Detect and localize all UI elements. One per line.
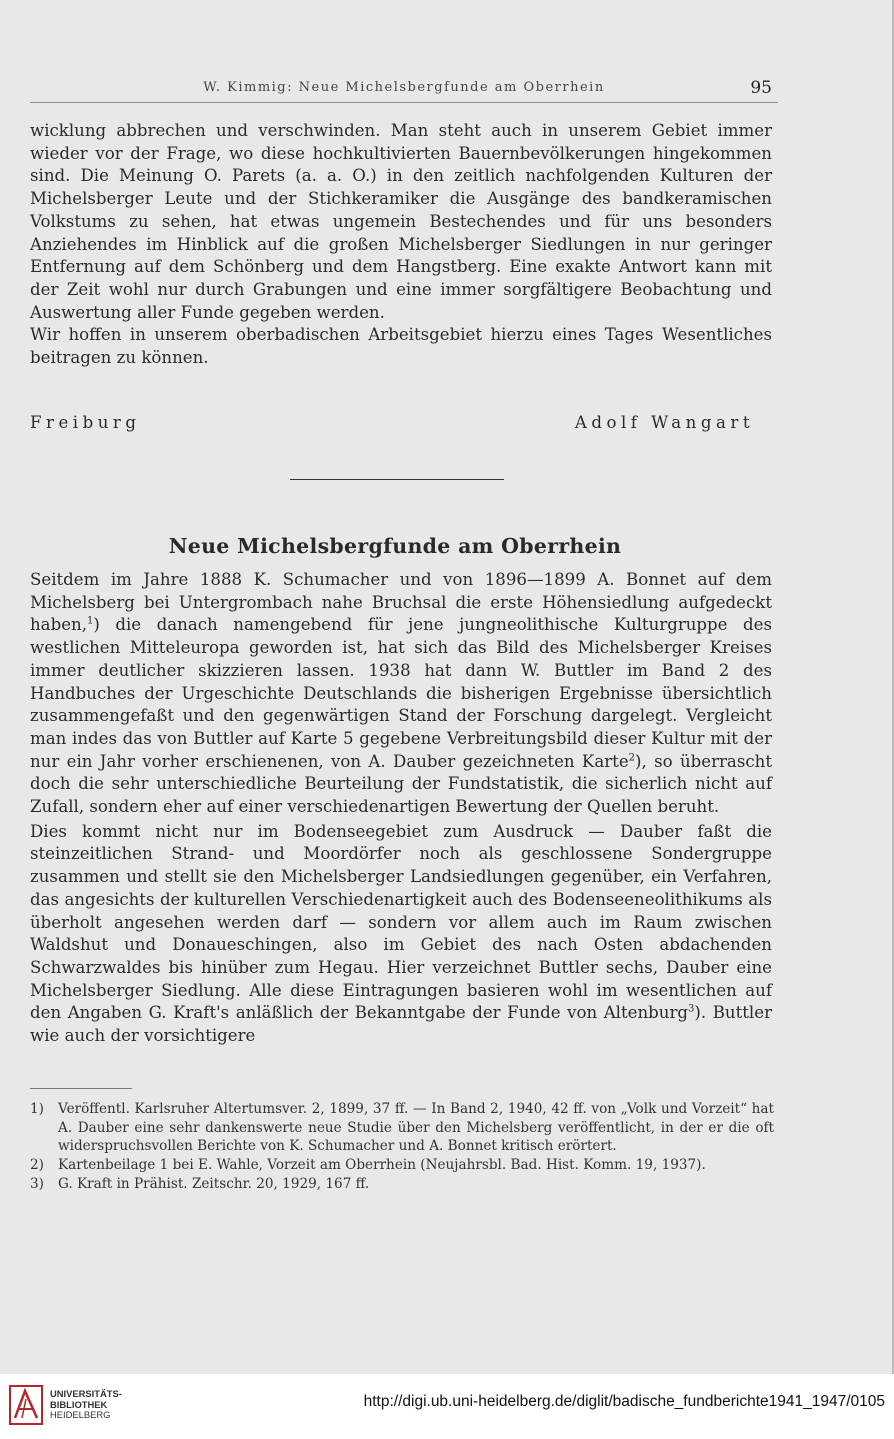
text-run: Dies kommt nicht nur im Bodenseegebiet zum Ausdruck — Dauber faßt die steinzeitlichen Strand- und Moordörfer noch als geschlossene Sondergruppe zusammen und stellt sie den Michelsberger Landsiedlungen gegenüber, ein Verfahren, das angesichts der kulturellen Verschiedenartigkeit auch des Bodenseeneolithikums als überholt angesehen werden darf — sondern vor allem auch im Raum zwischen Waldshut und Donaueschingen, also im Gebiet des nach Osten abdachenden Schwarzwaldes bis hinüber zum Hegau. Hier verzeichnet Buttler sechs, Dauber eine Michelsberger Siedlung. Alle diese Eintragungen basieren wohl im wesentlichen auf den Angaben G. Kraft's anläßlich der Bekanntgabe der Funde von Altenburg	[30, 821, 772, 1023]
text-run: Seitdem im Jahre 1888 K. Schumacher und von 1896—1899 A. Bonnet auf dem Michelsberg bei Untergrombach nahe Bruchsal die erste Höhensiedlung aufgedeckt haben,	[30, 570, 772, 635]
library-name-line: BIBLIOTHEK	[50, 1398, 108, 1410]
footnote-ref: 3	[688, 1003, 695, 1015]
paragraph: wicklung abbrechen und verschwinden. Man steht auch in unserem Gebiet immer wieder vor der Frage, wo diese hochkultivierten Bauernbevölkerungen hingekommen sind. Die Meinung O. Parets (a. a. O.) in den zeitlich nachfolgenden Kulturen der Michelsberger Leute und der Stichkeramiker die Ausgänge des bandkeramischen Volkstums zu sehen, hat etwas ungemein Bestechendes und für uns besonders Anziehendes im Hinblick auf die großen Michelsberger Siedlungen in nur geringer Entfernung auf dem Schönberg und dem Hangstberg. Eine exakte Antwort kann mit der Zeit wohl nur durch Grabungen und eine immer sorgfältigere Beobachtung und Auswertung aller Funde gegeben werden.	[30, 121, 772, 322]
library-name	[50, 1389, 122, 1421]
page-number: 95	[750, 78, 772, 98]
footnote-mark: 3)	[30, 1175, 44, 1192]
footnote-mark: 1)	[30, 1101, 44, 1117]
paragraph	[30, 821, 772, 1048]
signature-row	[30, 413, 754, 437]
footnote-ref: 1	[86, 615, 94, 627]
article-title: Neue Michelsbergfunde am Oberrhein	[168, 534, 622, 558]
footnote-text: Kartenbeilage 1 bei E. Wahle, Vorzeit am Oberrhein (Neujahrsbl. Bad. Hist. Komm. 19, 1937).	[58, 1157, 706, 1174]
running-head	[30, 80, 778, 103]
footnote	[30, 1156, 774, 1175]
footnote-divider	[30, 1088, 132, 1089]
footnote	[30, 1100, 774, 1156]
viewer-footer	[0, 1374, 894, 1439]
footnote-mark: 2)	[30, 1157, 44, 1174]
footnote-ref: 2	[628, 752, 636, 764]
article-text	[30, 569, 772, 1048]
text-run: ) die danach namengebend für jene jungneolithische Kulturgruppe des westlichen Mitteleuropa geworden ist, hat sich das Bild des Michelsberger Kreises immer deutlicher skizzieren lassen. 1938 hat dann W. Buttler im Band 2 des Handbuches der Urgeschichte Deutschlands die bisherigen Ergebnisse übersichtlich zusammengefaßt und den gegenwärtigen Stand der Forschung dargelegt. Vergleicht man indes das von Buttler auf Karte 5 gegebene Verbreitungsbild dieser Kultur mit der nur ein Jahr vorher erschienenen, von A. Dauber gezeichneten Karte	[30, 615, 772, 771]
running-title: W. Kimmig: Neue Michelsbergfunde am Oberrhein	[203, 80, 605, 95]
paragraph	[30, 569, 772, 819]
signature-place: Freiburg	[30, 413, 141, 432]
previous-article-text	[30, 120, 772, 370]
footnote-text: Veröffentl. Karlsruher Altertumsver. 2, 1899, 37 ff. — In Band 2, 1940, 42 ff. von „Volk und Vorzeit“ hat A. Dauber eine sehr dankenswerte neue Studie über den Michelsberg veröffentlicht, in der er die oft widerspruchsvollen Berichte von K. Schumacher und A. Bonnet kritisch erörtert.	[58, 1101, 774, 1155]
library-name-line: HEIDELBERG	[50, 1409, 111, 1420]
footnotes	[30, 1100, 774, 1194]
permalink[interactable]: http://digi.ub.uni-heidelberg.de/diglit/badische_fundberichte1941_1947/0105	[363, 1393, 885, 1410]
section-divider	[290, 479, 504, 480]
text-run: ), so überrascht doch die sehr unterschiedliche Beurteilung der Fundstatistik, die sicherlich nicht auf Zufall, sondern eher auf einer verschiedenartigen Bewertung der Quellen beruht.	[30, 751, 772, 817]
signature-author: Adolf Wangart	[574, 413, 754, 432]
footnote-text: G. Kraft in Prähist. Zeitschr. 20, 1929, 167 ff.	[58, 1175, 370, 1192]
library-name-line: UNIVERSITÄTS-	[50, 1388, 122, 1399]
library-logo-icon	[9, 1385, 43, 1425]
text-run: ). Buttler wie auch der vorsichtigere	[30, 1003, 772, 1046]
footnote	[30, 1175, 774, 1194]
paragraph: Wir hoffen in unserem oberbadischen Arbeitsgebiet hierzu eines Tages Wesentliches beitragen zu können.	[30, 325, 772, 368]
